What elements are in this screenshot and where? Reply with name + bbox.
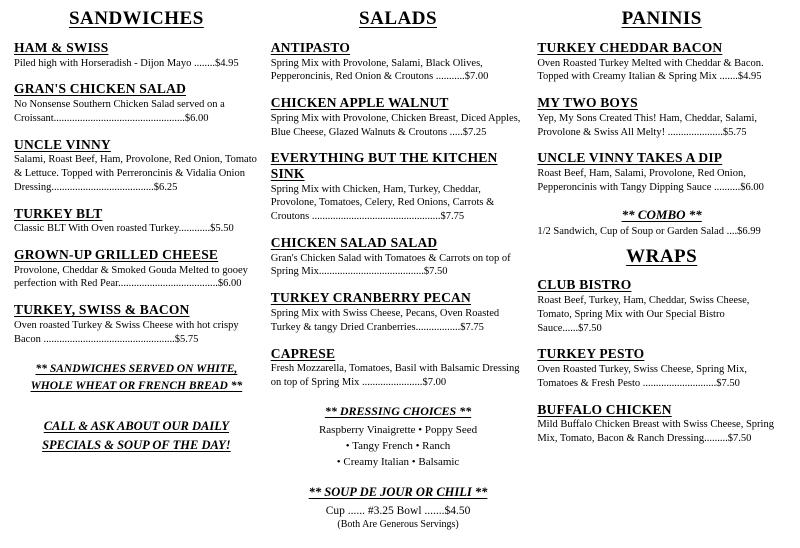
soup-prices: Cup ...... #3.25 Bowl .......$4.50 — [325, 504, 471, 517]
menu-item-desc-text: Spring Mix with Swiss Cheese, Pecans, Oven Roasted Turkey & tangy Dried Cranberries................. — [270, 307, 500, 333]
specials-note: CALL & ASK ABOUT OUR DAILY SPECIALS & SOUP OF THE DAY! — [42, 419, 231, 452]
menu-item-description — [14, 264, 259, 292]
menu-item-price: $6.00 — [740, 181, 764, 193]
menu-item-desc-text: Spring Mix with Provolone, Chicken Breast, Diced Apples, Blue Cheese, Glazed Walnuts & Croutons ..... — [270, 112, 521, 138]
menu-item-price: $7.75 — [440, 211, 465, 223]
menu-item — [537, 95, 786, 139]
menu-item-description — [537, 57, 786, 85]
menu-item-name: UNCLE VINNY TAKES A DIP — [537, 150, 723, 166]
menu-item — [14, 137, 259, 195]
menu-item-price: $4.95 — [737, 71, 762, 83]
menu-item-name: UNCLE VINNY — [14, 136, 111, 152]
menu-item-name: MY TWO BOYS — [537, 95, 638, 111]
menu-item-desc-text: Spring Mix with Chicken, Ham, Turkey, Cheddar, Provolone, Tomatoes, Celery, Red Onions, Carrots & Croutons ................................................. — [270, 183, 495, 223]
bread-note: ** SANDWICHES SERVED ON WHITE, WHOLE WHEAT OR FRENCH BREAD ** — [30, 362, 243, 392]
dressing-line: • Creamy Italian • Balsamic — [336, 455, 460, 468]
menu-item-name: GRAN'S CHICKEN SALAD — [14, 81, 187, 97]
menu-item-name: CHICKEN SALAD SALAD — [270, 235, 438, 251]
column-salads — [265, 6, 532, 548]
menu-item — [271, 40, 526, 84]
menu-item — [537, 277, 786, 335]
menu-item-name: CAPRESE — [270, 345, 336, 361]
menu-item-price: $7.50 — [727, 433, 752, 445]
menu-item-price: $7.25 — [462, 126, 487, 138]
menu-item-desc-text: Classic BLT With Oven roasted Turkey............ — [14, 223, 211, 235]
section-heading-salads: SALADS — [359, 8, 438, 29]
menu-item — [271, 235, 526, 279]
menu-item-description — [537, 418, 786, 446]
section-heading-paninis: PANINIS — [621, 8, 702, 29]
menu-item-description — [14, 222, 259, 236]
dressing-choices-heading: ** DRESSING CHOICES ** — [324, 403, 472, 418]
menu-item-description — [537, 363, 786, 391]
menu-item-name: HAM & SWISS — [14, 40, 109, 55]
menu-item-desc-text: No Nonsense Southern Chicken Salad served on a Croissant.................................................. — [14, 98, 225, 124]
menu-item-description — [537, 294, 786, 336]
section-heading-wraps: WRAPS — [626, 246, 698, 268]
menu-item-desc-text: Piled high with Horseradish - Dijon Mayo ........ — [14, 57, 215, 69]
menu-item-name: TURKEY BLT — [14, 205, 103, 221]
menu-item-name: TURKEY CRANBERRY PECAN — [270, 290, 471, 306]
menu-item-description — [271, 252, 526, 280]
menu-item-name: TURKEY, SWISS & BACON — [14, 302, 190, 318]
menu-item-description — [14, 57, 259, 71]
section-heading-sandwiches: SANDWICHES — [68, 8, 204, 29]
menu-item-name: GROWN-UP GRILLED CHEESE — [14, 247, 219, 263]
menu-item — [14, 302, 259, 346]
menu-item-desc-text: Oven roasted Turkey & Swiss Cheese with hot crispy Bacon .................................................. — [14, 319, 239, 345]
menu-item-price: $6.00 — [217, 278, 242, 290]
menu-item-desc-text: Fresh Mozzarella, Tomatoes, Basil with Balsamic Dressing on top of Spring Mix ....................... — [270, 363, 520, 388]
menu-item-description — [14, 319, 259, 347]
menu-item — [537, 150, 786, 194]
menu-item — [537, 346, 786, 390]
menu-item — [271, 290, 526, 334]
menu-item-price: $5.50 — [210, 223, 234, 235]
menu-item-description — [271, 362, 526, 390]
menu-item-desc-text: Yep, My Sons Created This! Ham, Cheddar, Salami, Provolone & Swiss All Melty! ..................... — [537, 112, 758, 138]
dressing-line: Raspberry Vinaigrette • Poppy Seed — [318, 423, 478, 436]
menu-item-desc-text: Provolone, Cheddar & Smoked Gouda Melted to gooey perfection with Red Pear...................................... — [14, 264, 248, 290]
menu-item — [271, 346, 526, 390]
menu-item — [537, 402, 786, 446]
menu-item-name: ANTIPASTO — [270, 40, 351, 55]
menu-item-price: $7.00 — [464, 71, 489, 83]
menu-item — [271, 95, 526, 139]
menu-item-desc-text: Spring Mix with Provolone, Salami, Black Olives, Pepperoncinis, Red Onion & Croutons ........... — [270, 57, 483, 83]
menu-item-desc-text: Roast Beef, Ham, Salami, Provolone, Red Onion, Pepperoncinis with Tangy Dipping Sauce .......... — [537, 167, 746, 193]
menu-item-desc-text: Oven Roasted Turkey Melted with Cheddar & Bacon. Topped with Creamy Italian & Spring Mix ....... — [537, 57, 764, 83]
menu-item-description — [14, 98, 259, 126]
menu-item-name: CLUB BISTRO — [537, 277, 632, 293]
soup-heading: ** SOUP DE JOUR OR CHILI ** — [308, 484, 488, 499]
menu-item-price: $7.00 — [422, 376, 447, 388]
menu-item-description — [271, 112, 526, 140]
menu-item-description — [271, 57, 526, 85]
column-paninis — [531, 6, 792, 548]
column-sandwiches — [8, 6, 265, 548]
soup-note: (Both Are Generous Servings) — [337, 518, 459, 530]
combo-price: $6.99 — [737, 225, 761, 237]
combo-description — [537, 225, 786, 239]
menu-item-desc-text: Mild Buffalo Chicken Breast with Swiss Cheese, Spring Mix, Tomato, Bacon & Ranch Dressing......... — [537, 419, 774, 445]
menu-item-description — [537, 112, 786, 140]
menu-item-price: $4.95 — [214, 57, 239, 69]
menu-item-price: $6.25 — [153, 181, 178, 193]
menu-item-name: TURKEY CHEDDAR BACON — [537, 40, 723, 55]
menu-item-desc-text: Gran's Chicken Salad with Tomatoes & Carrots on top of Spring Mix........................................ — [270, 252, 511, 278]
menu-item-price: $7.50 — [578, 322, 602, 334]
combo-heading: ** COMBO ** — [621, 206, 702, 222]
menu-item — [271, 150, 526, 224]
menu-item-desc-text: Salami, Roast Beef, Ham, Provolone, Red Onion, Tomato & Lettuce. Topped with Perreroncinis & Vidalia Onion Dressing....................................... — [14, 154, 257, 193]
menu-item — [14, 40, 259, 70]
dressing-choices-list — [271, 423, 526, 471]
menu-item-description — [14, 153, 259, 195]
dressing-line: • Tangy French • Ranch — [345, 439, 451, 452]
menu-item — [14, 206, 259, 236]
menu-item-description — [271, 183, 526, 225]
menu-item-price: $6.00 — [184, 112, 209, 124]
menu-item-name: CHICKEN APPLE WALNUT — [270, 95, 449, 111]
menu-item-description — [537, 167, 786, 195]
menu-item-price: $7.50 — [423, 266, 448, 278]
menu-item-price: $5.75 — [174, 333, 199, 345]
menu-item — [14, 81, 259, 125]
menu-item-desc-text: Oven Roasted Turkey, Swiss Cheese, Spring Mix, Tomatoes & Fresh Pesto ............................ — [537, 363, 747, 389]
menu-item — [14, 247, 259, 291]
menu-item-name: TURKEY PESTO — [537, 346, 645, 362]
menu-item — [537, 40, 786, 84]
menu-item-description — [271, 307, 526, 335]
menu-item-price: $7.50 — [716, 377, 740, 389]
combo-desc-text: 1/2 Sandwich, Cup of Soup or Garden Salad .... — [537, 225, 738, 237]
menu-item-name: EVERYTHING BUT THE KITCHEN SINK — [270, 150, 498, 181]
menu-item-price: $5.75 — [722, 126, 747, 138]
menu-item-price: $7.75 — [460, 321, 484, 333]
menu-item-desc-text: Roast Beef, Turkey, Ham, Cheddar, Swiss Cheese, Tomato, Spring Mix with Our Special Bistro Sauce...... — [537, 294, 750, 334]
menu-item-name: BUFFALO CHICKEN — [537, 401, 672, 417]
